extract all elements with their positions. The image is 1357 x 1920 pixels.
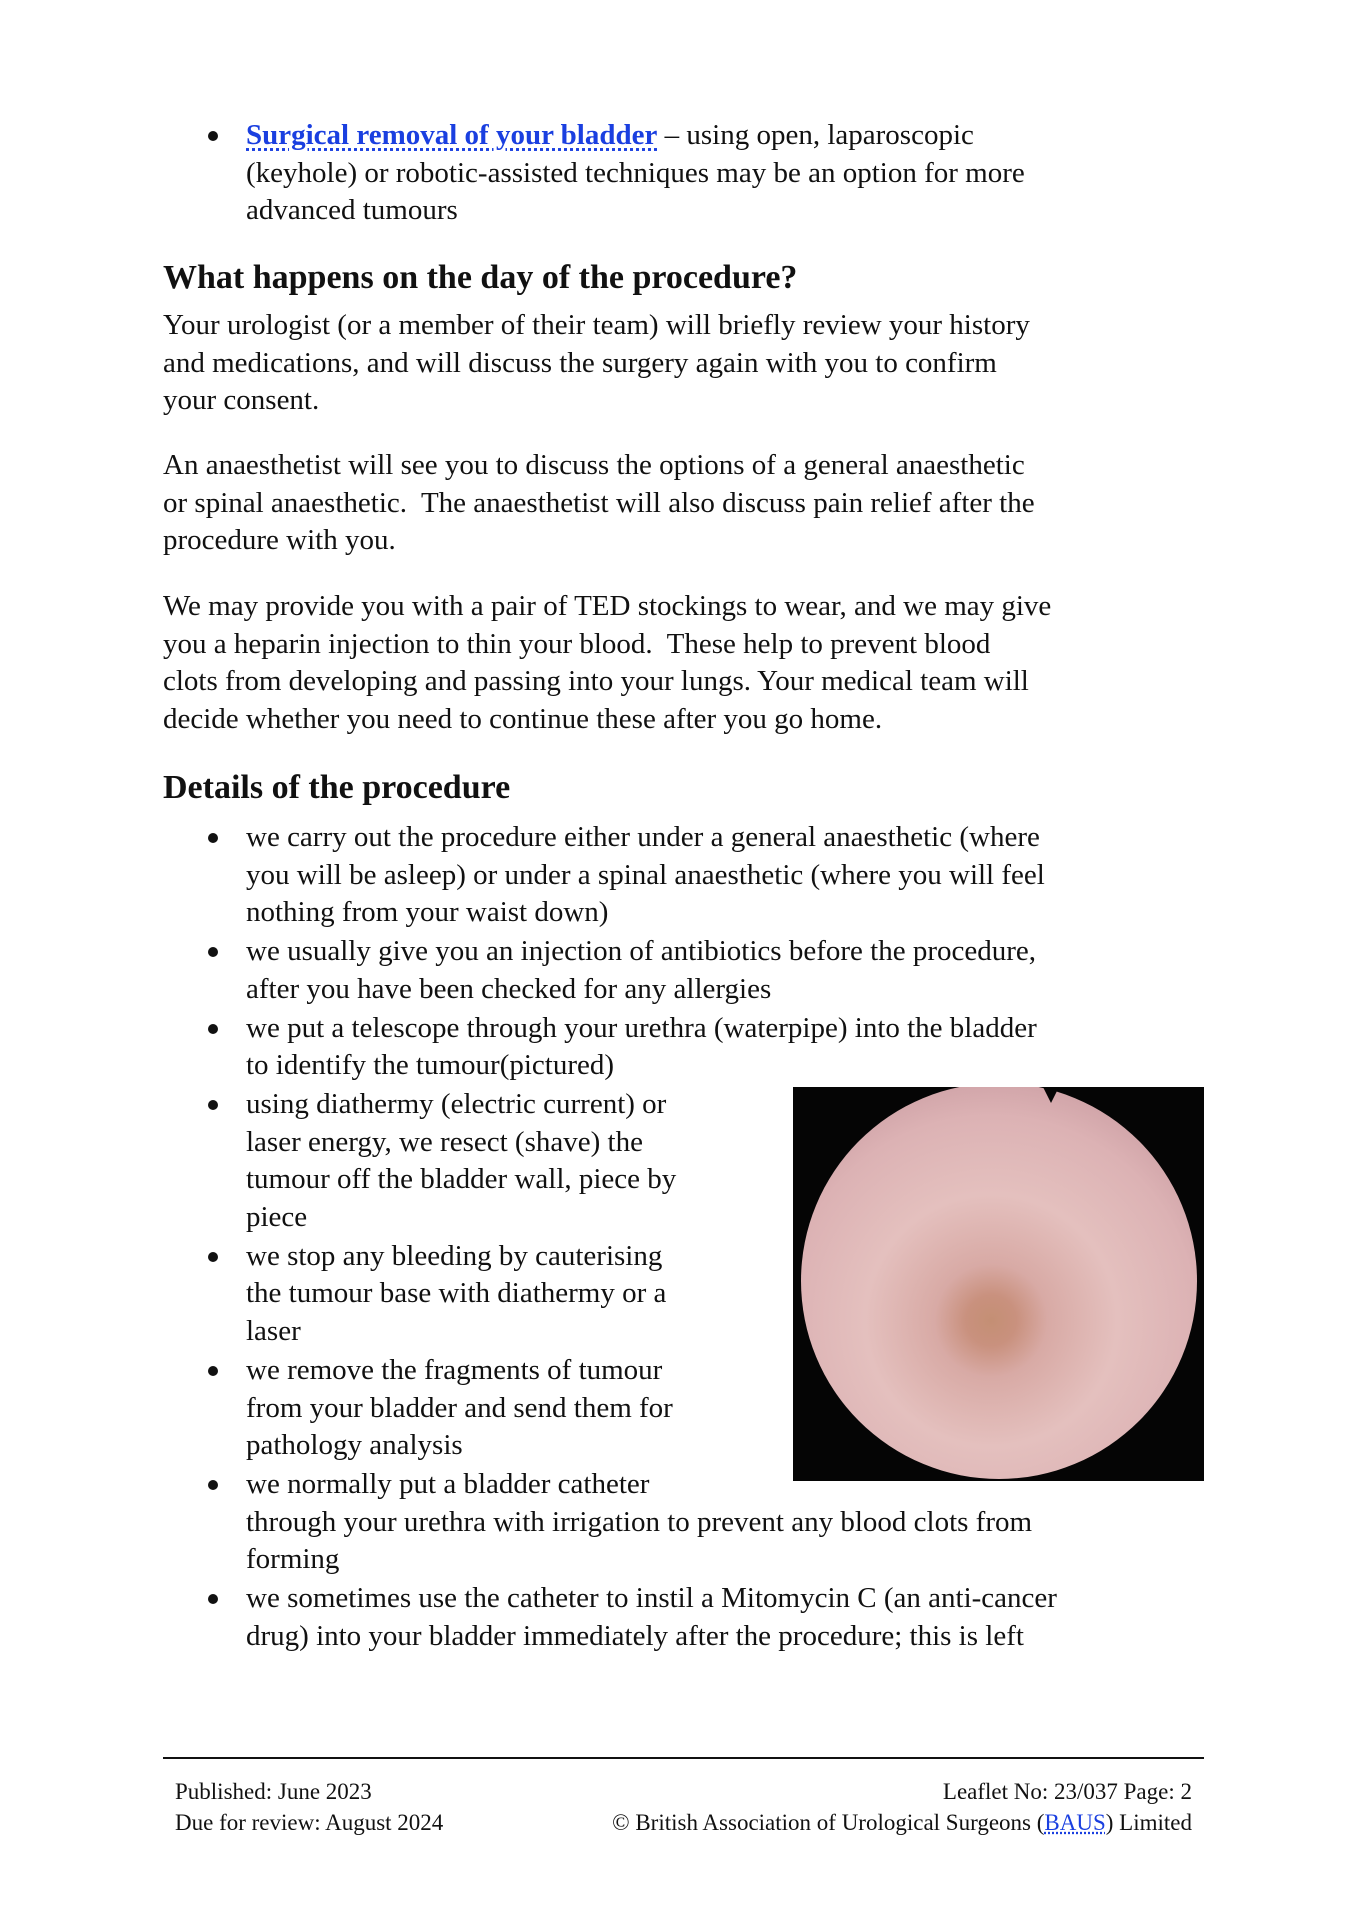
bullet-icon [208,131,218,141]
copyright-text: ) Limited [1105,1810,1192,1835]
list-item-line: you will be asleep) or under a spinal anaesthetic (where you will feel [246,858,1045,891]
list-item-line: after you have been checked for any allergies [246,972,772,1005]
list-item-line: from your bladder and send them for [246,1391,673,1424]
published-date: Published: June 2023 [175,1779,372,1804]
baus-link[interactable]: BAUS [1044,1810,1106,1835]
paragraph-line: clots from developing and passing into your lungs. Your medical team will [163,665,1029,698]
list-item-line: laser [246,1315,301,1348]
paragraph-line: We may provide you with a pair of TED stockings to wear, and we may give [163,590,1052,622]
list-item [163,1466,1208,1579]
list-item-line: we normally put a bladder catheter [246,1467,650,1500]
scope-notch [1043,1087,1059,1103]
bullet-icon [208,1480,218,1490]
bullet-icon [208,1024,218,1034]
bullet-text: – using open, laparoscopic [657,119,974,151]
list-item-line: we put a telescope through your urethra (waterpipe) into the bladder [246,1011,1037,1044]
list-item-line: forming [246,1543,340,1576]
paragraph [163,447,1208,560]
list-item-line: tumour off the bladder wall, piece by [246,1163,677,1196]
list-item-line: drug) into your bladder immediately after the procedure; this is left [246,1619,1024,1652]
copyright-text: © British Association of Urological Surgeons ( [612,1810,1045,1835]
list-item-line: through your urethra with irrigation to prevent any blood clots from [246,1505,1033,1538]
paragraph-line: Your urologist (or a member of their team) will briefly review your history [163,309,1030,341]
paragraph-line: procedure with you. [163,524,396,557]
list-item [163,1580,1208,1655]
list-item [163,1010,1208,1085]
bladder-removal-link[interactable]: Surgical removal of your bladder [246,119,658,151]
bullet-icon [208,1100,218,1110]
leaflet-number: Leaflet No: 23/037 Page: 2 [942,1779,1192,1804]
list-item-line: the tumour base with diathermy or a [246,1277,667,1310]
paragraph [163,307,1208,420]
paragraph-line: An anaesthetist will see you to discuss the options of a general anaesthetic [163,449,1025,481]
paragraph-line: your consent. [163,384,320,417]
bullet-icon [208,833,218,843]
paragraph [163,588,1208,739]
list-item-line: using diathermy (electric current) or [246,1087,667,1120]
paragraph-line: decide whether you need to continue these after you go home. [163,703,883,736]
review-date: Due for review: August 2024 [175,1810,444,1835]
copyright [612,1808,1192,1838]
list-item-line: to identify the tumour(pictured) [246,1049,615,1082]
heading-day-of-procedure: What happens on the day of the procedure? [163,259,798,296]
list-item-line: we carry out the procedure either under a general anaesthetic (where [246,821,1040,853]
bullet-text: advanced tumours [246,194,458,227]
bullet-icon [208,1594,218,1604]
list-item-line: we sometimes use the catheter to instil a Mitomycin C (an anti-cancer [246,1582,1057,1615]
intro-bullet [163,117,1208,231]
list-item [163,933,1208,1008]
paragraph-line: and medications, and will discuss the surgery again with you to confirm [163,346,997,379]
paragraph-line: or spinal anaesthetic. The anaesthetist will also discuss pain relief after the [163,486,1035,519]
bullet-icon [208,1366,218,1376]
footer-divider [163,1757,1204,1759]
list-item-line: we usually give you an injection of antibiotics before the procedure, [246,935,1036,968]
list-item-line: pathology analysis [246,1429,463,1462]
bullet-text: (keyhole) or robotic-assisted techniques may be an option for more [246,156,1025,189]
list-item-line: nothing from your waist down) [246,896,609,929]
list-item-line: we stop any bleeding by cauterising [246,1239,663,1272]
list-item-line: we remove the fragments of tumour [246,1353,663,1386]
list-item-line: piece [246,1201,308,1234]
bullet-icon [208,947,218,957]
list-item-line: laser energy, we resect (shave) the [246,1125,643,1158]
list-item [163,819,1208,932]
heading-details: Details of the procedure [163,769,511,806]
bullet-icon [208,1252,218,1262]
paragraph-line: you a heparin injection to thin your blood. These help to prevent blood [163,627,991,660]
bladder-view [801,1087,1197,1479]
cystoscopy-image [793,1087,1204,1481]
